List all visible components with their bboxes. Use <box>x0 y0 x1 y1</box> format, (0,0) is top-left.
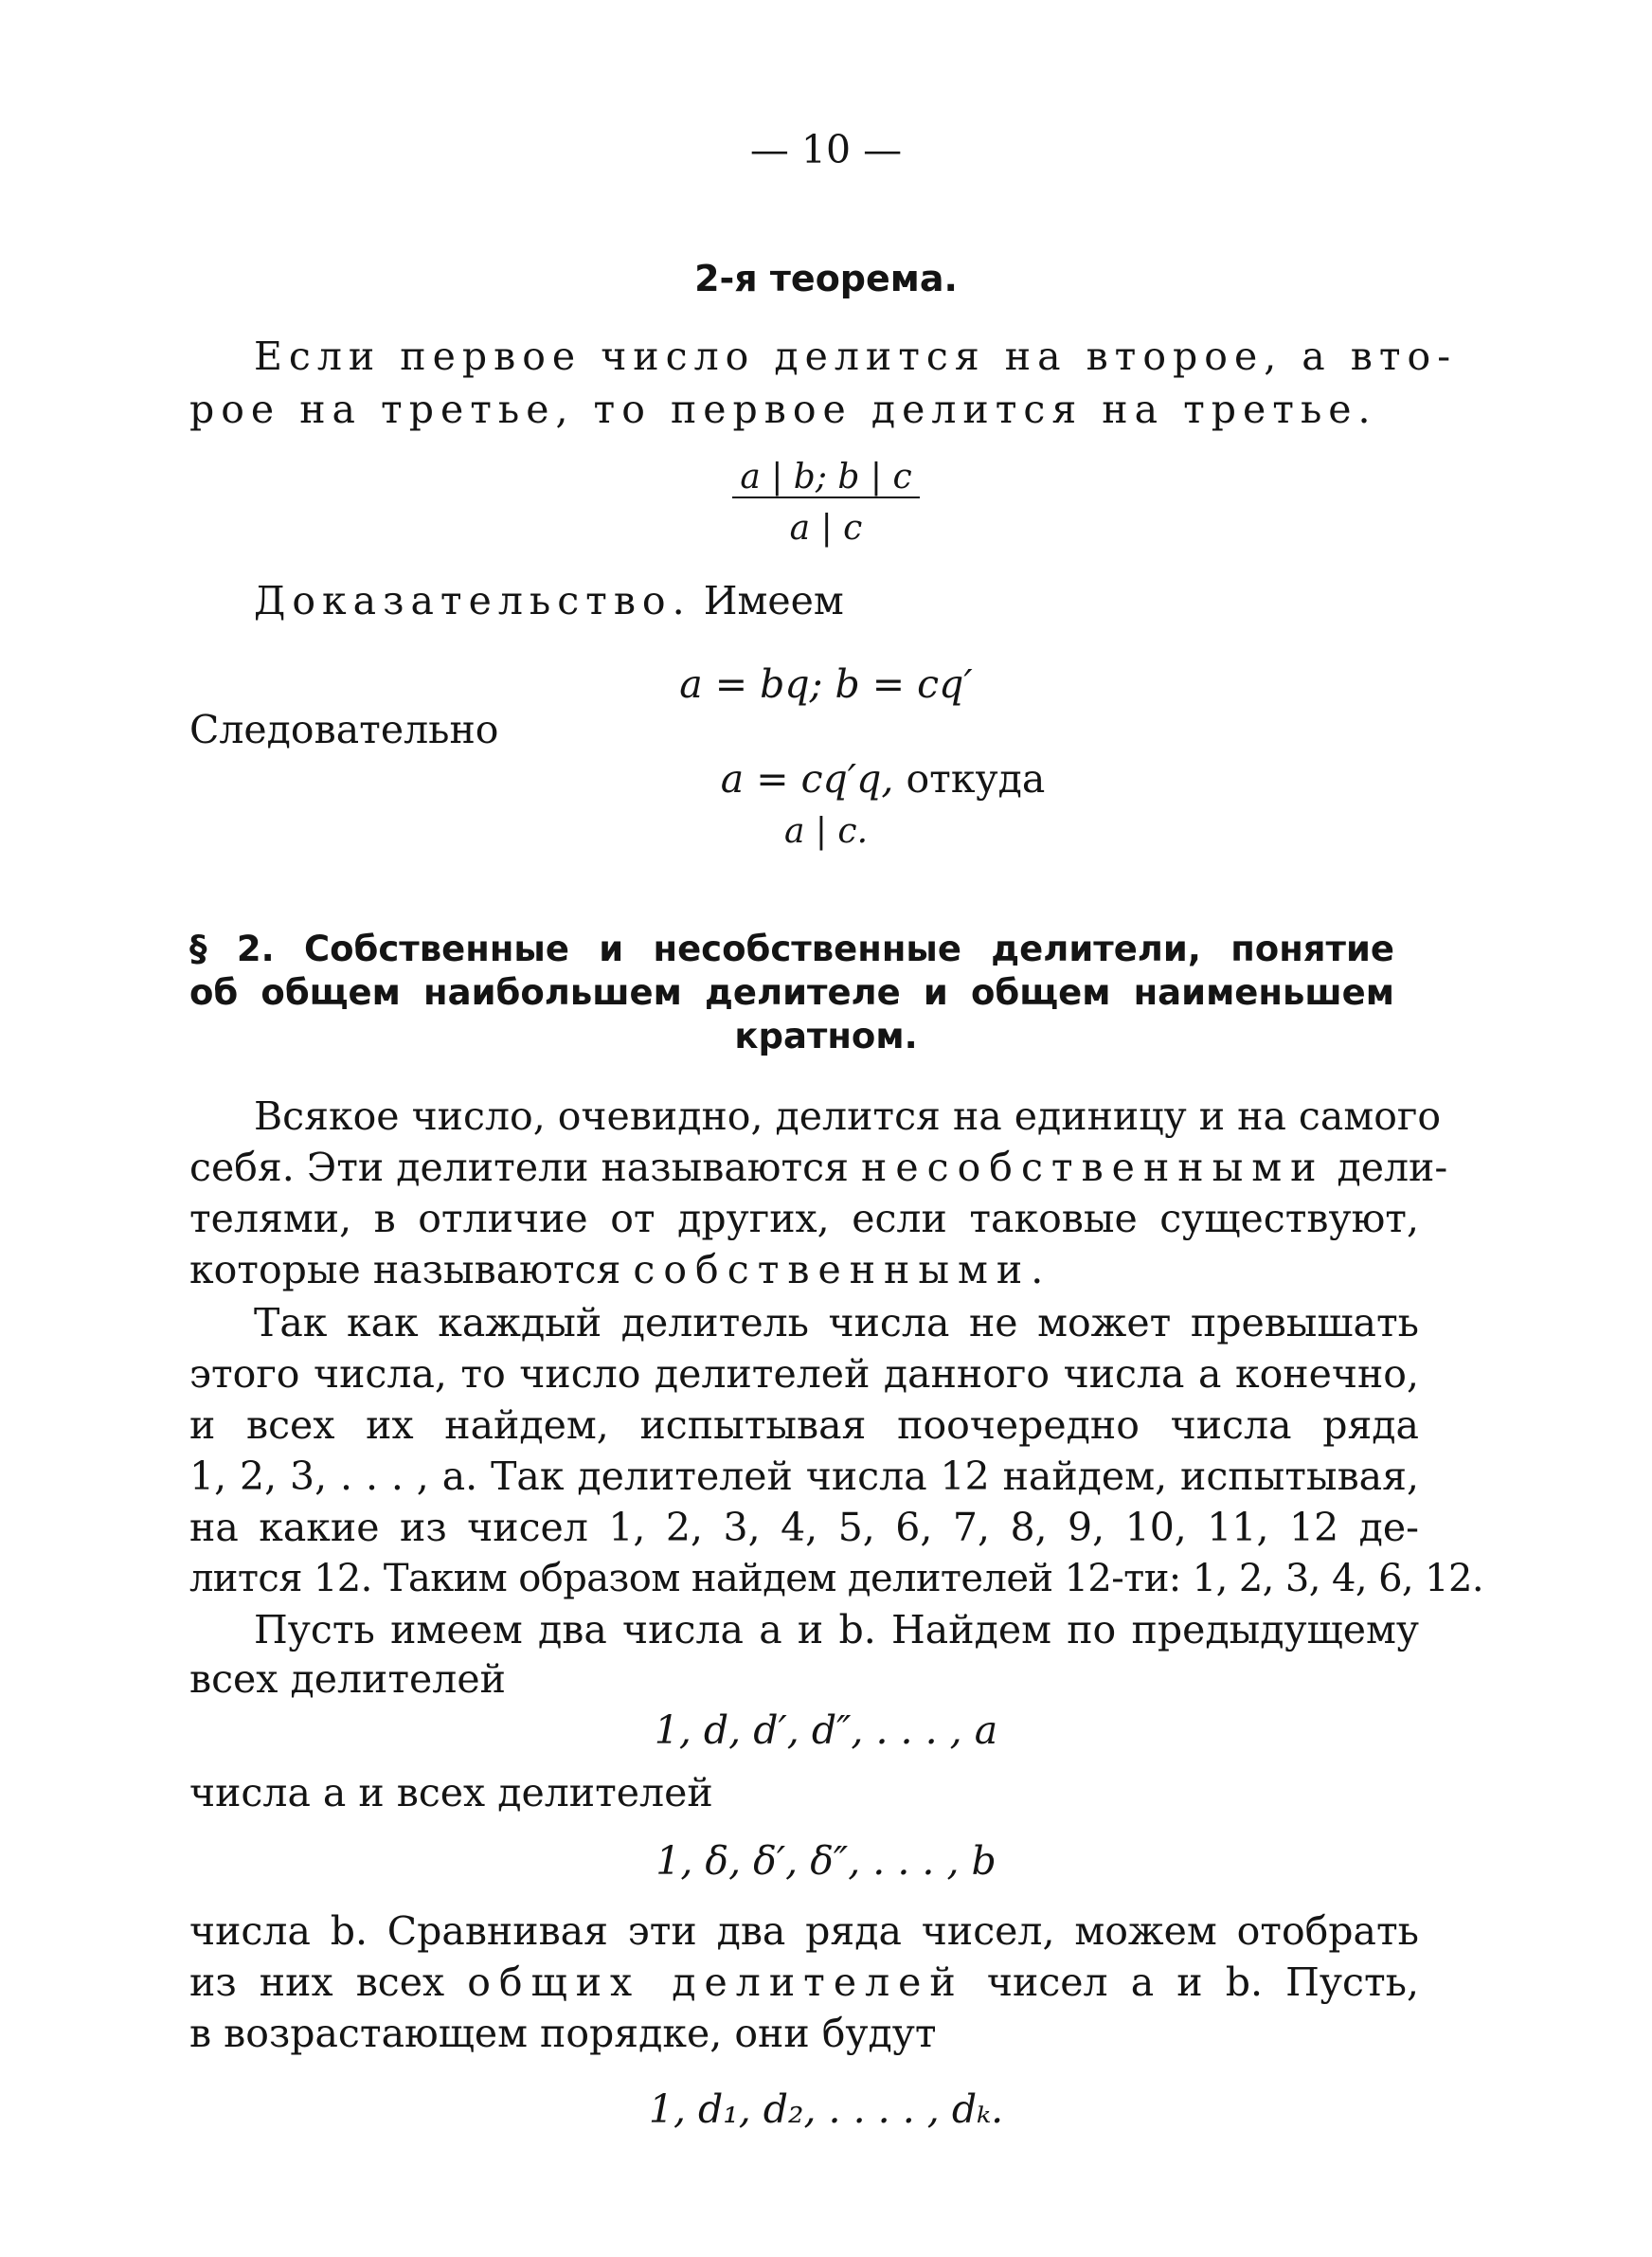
p1-line-4-a: которые называются <box>189 1247 621 1292</box>
p3-line-2: всех делителей <box>189 1656 506 1702</box>
p3-line-3: числа a и всех делителей <box>189 1770 713 1815</box>
p1-line-2 <box>189 1143 1448 1192</box>
theorem-statement-line-2: рое на третье, то первое делится на третье. <box>189 387 1377 432</box>
divisors-of-b: 1, δ, δ′, δ″, . . . , b <box>655 1838 997 1884</box>
p1-line-4-term: собственными. <box>633 1247 1052 1292</box>
proof-equation-1: a = bq; b = cq′ <box>679 661 973 707</box>
section-title-line-1: § 2. Собственные и несобственные делители, понятие <box>189 929 1394 969</box>
p1-line-4 <box>189 1245 1051 1294</box>
p2-line-6: лится 12. Таким образом найдем делителей 12-ти: 1, 2, 3, 4, 6, 12. <box>189 1557 1483 1600</box>
proof-equation-2-math: a = cq′q, <box>720 756 894 802</box>
p2-line-1: Так как каждый делитель числа не может превышать <box>254 1300 1419 1345</box>
p1-line-1: Всякое число, очевидно, делится на единицу и на самого <box>254 1093 1442 1139</box>
p3-line-1: Пусть имеем два числа a и b. Найдем по предыдущему <box>254 1607 1419 1652</box>
proof-equation-3: a | c. <box>783 812 869 851</box>
p3-line-5 <box>189 1958 1419 2007</box>
formula-premise <box>0 453 1652 502</box>
p2-line-3: и всех их найдем, испытывая поочередно числа ряда <box>189 1402 1419 1448</box>
p3-line-5-term: общих делителей <box>467 1959 964 2005</box>
p2-line-2: этого числа, то число делителей данного числа a конечно, <box>189 1351 1419 1397</box>
formula-conclusion: a | c <box>789 509 863 548</box>
theorem-statement-line-1: Если первое число делится на второе, а вто- <box>254 334 1458 379</box>
p1-line-2-c: дели- <box>1337 1145 1448 1190</box>
p3-line-4: числа b. Сравнивая эти два ряда чисел, можем отобрать <box>189 1908 1419 1954</box>
proof-equation-2 <box>0 754 1652 803</box>
common-divisors: 1, d₁, d₂, . . . . , dₖ. <box>648 2086 1004 2132</box>
p3-line-5-c: чисел a и b. Пусть, <box>986 1959 1419 2005</box>
p1-line-3: телями, в отличие от других, если таковые существуют, <box>189 1196 1419 1241</box>
page-number: — 10 — <box>749 127 903 172</box>
proof-consequently: Следовательно <box>189 707 499 752</box>
proof-intro-line <box>254 576 844 625</box>
formula-fraction-bar: a | b; b | c <box>732 458 919 498</box>
p3-line-5-a: из них всех <box>189 1959 445 2005</box>
p1-line-2-term: несобственными <box>861 1145 1325 1190</box>
p2-line-5: на какие из чисел 1, 2, 3, 4, 5, 6, 7, 8, 9, 10, 11, 12 де- <box>189 1505 1419 1550</box>
proof-label: Доказательство. <box>254 578 691 623</box>
section-title-line-2: об общем наибольшем делителе и общем наименьшем <box>189 972 1394 1013</box>
divisors-of-a: 1, d, d′, d″, . . . , a <box>654 1707 998 1753</box>
section-title-line-3: кратном. <box>734 1016 918 1056</box>
p2-line-4: 1, 2, 3, . . . , a. Так делителей числа 12 найдем, испытывая, <box>189 1454 1419 1499</box>
p3-line-6: в возрастающем порядке, они будут <box>189 2011 937 2056</box>
proof-intro: Имеем <box>703 578 844 623</box>
proof-equation-2-text: откуда <box>906 756 1046 802</box>
theorem-heading: 2-я теорема. <box>694 258 958 299</box>
p1-line-2-a: себя. Эти делители называются <box>189 1145 849 1190</box>
